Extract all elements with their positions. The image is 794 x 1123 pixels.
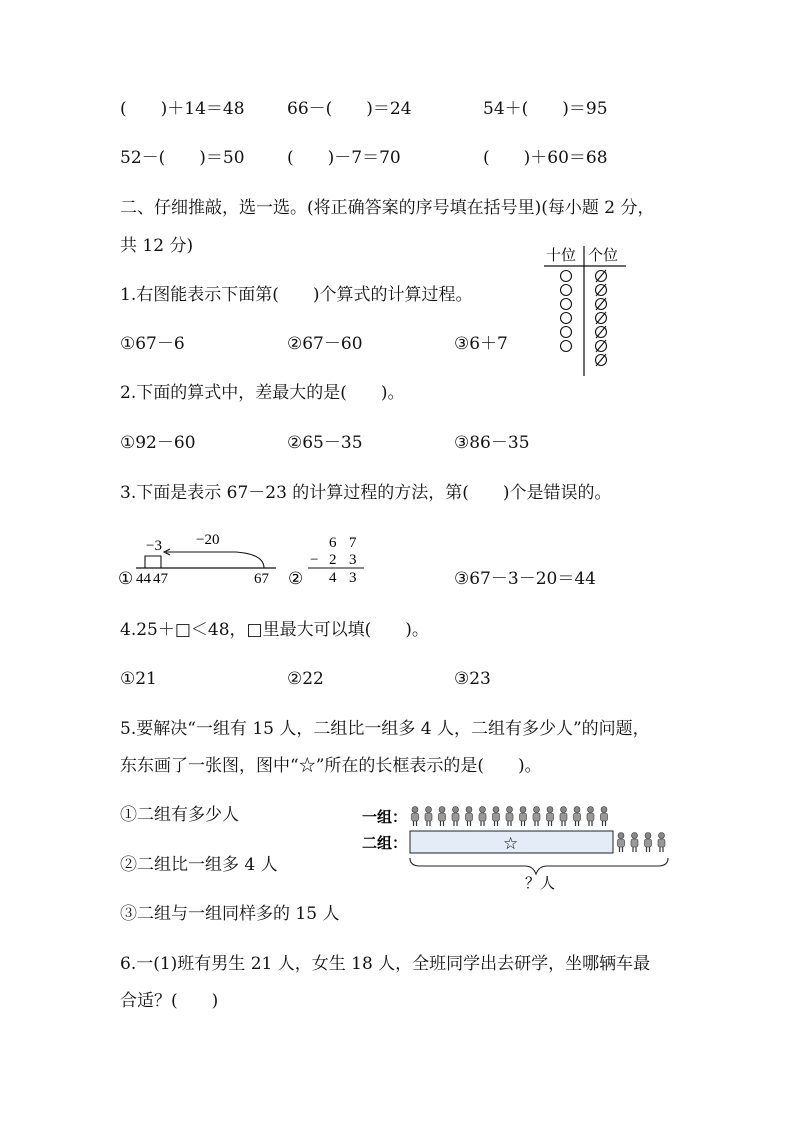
q3-option-1-marker: ① bbox=[118, 569, 134, 588]
vs-minus: − bbox=[310, 552, 319, 568]
vs-top-tens: 6 bbox=[329, 535, 337, 551]
blank-eq-3: 54＋( )＝95 bbox=[483, 99, 608, 119]
tens-beads bbox=[561, 271, 572, 352]
section-2-header-cont: 共 12 分) bbox=[120, 236, 194, 256]
person-icon bbox=[574, 807, 581, 827]
person-icon bbox=[645, 833, 652, 853]
q5-option-3: ③二组与一组同样多的 15 人 bbox=[120, 904, 340, 924]
person-icon bbox=[493, 807, 500, 827]
blank-eq-2: 66－( )＝24 bbox=[287, 99, 412, 119]
place-value-chart bbox=[540, 240, 630, 380]
q4-stem: 4.25＋□＜48，□里最大可以填( )。 bbox=[120, 620, 429, 640]
q5-option-2: ②二组比一组多 4 人 bbox=[120, 855, 278, 875]
q4-option-3: ③23 bbox=[454, 669, 491, 689]
q1-stem: 1.右图能表示下面第( )个算式的计算过程。 bbox=[120, 285, 473, 305]
section-2-header: 二、仔细推敲，选一选。(将正确答案的序号填在括号里)(每小题 2 分， bbox=[120, 198, 655, 218]
person-icon bbox=[618, 833, 625, 853]
person-icon bbox=[560, 807, 567, 827]
group-comparison-diagram bbox=[360, 800, 675, 890]
person-icon bbox=[631, 833, 638, 853]
nl-47: 47 bbox=[153, 571, 168, 587]
q5-stem: 5.要解决“一组有 15 人，二组比一组多 4 人，二组有多少人”的问题， bbox=[120, 719, 650, 739]
person-icon bbox=[520, 807, 527, 827]
blank-eq-1: ( )＋14＝48 bbox=[120, 99, 245, 119]
q2-option-3: ③86－35 bbox=[454, 433, 530, 453]
person-icon bbox=[425, 807, 432, 827]
tens-bead bbox=[561, 313, 572, 324]
person-icon bbox=[601, 807, 608, 827]
person-icon bbox=[452, 807, 459, 827]
person-icon bbox=[547, 807, 554, 827]
person-icon bbox=[439, 807, 446, 827]
tens-bead bbox=[561, 285, 572, 296]
tens-bead bbox=[561, 327, 572, 338]
tens-bead bbox=[561, 341, 572, 352]
q4-option-2: ②22 bbox=[287, 669, 324, 689]
vs-bottom-tens: 4 bbox=[329, 570, 337, 586]
tens-label: 十位 bbox=[546, 248, 577, 264]
q5-stem-cont: 东东画了一张图，图中“☆”所在的长框表示的是( )。 bbox=[120, 756, 542, 776]
group1-label: 一组： bbox=[362, 810, 408, 826]
q1-option-1: ①67－6 bbox=[120, 334, 185, 354]
q2-stem: 2.下面的算式中，差最大的是( )。 bbox=[120, 383, 405, 403]
q3-option-2-marker: ② bbox=[288, 569, 304, 588]
ones-beads bbox=[596, 270, 607, 366]
star-icon: ☆ bbox=[503, 834, 519, 853]
person-icon bbox=[412, 807, 419, 827]
nl-44: 44 bbox=[136, 571, 151, 587]
q4-option-1: ①21 bbox=[120, 669, 157, 689]
person-icon bbox=[466, 807, 473, 827]
nl-minus20: −20 bbox=[196, 532, 220, 548]
q1-option-3: ③6＋7 bbox=[454, 334, 508, 354]
tens-bead bbox=[561, 299, 572, 310]
person-icon bbox=[479, 807, 486, 827]
q2-option-2: ②65－35 bbox=[287, 433, 363, 453]
q3-number-line bbox=[116, 528, 286, 588]
nl-minus3: −3 bbox=[146, 538, 162, 554]
group2-extra-people bbox=[618, 833, 666, 853]
group1-people bbox=[412, 807, 608, 827]
q6-stem-cont: 合适？( ) bbox=[120, 991, 219, 1011]
vs-mid-tens: 2 bbox=[329, 552, 337, 568]
q5-option-1: ①二组有多少人 bbox=[120, 805, 239, 825]
blank-eq-4: 52－( )＝50 bbox=[120, 148, 245, 168]
vs-mid-ones: 3 bbox=[349, 552, 357, 568]
blank-eq-6: ( )＋60＝68 bbox=[483, 148, 608, 168]
brace-label: ？人 bbox=[525, 876, 556, 890]
q3-stem: 3.下面是表示 67－23 的计算过程的方法，第( )个是错误的。 bbox=[120, 483, 612, 503]
nl-67: 67 bbox=[254, 571, 269, 587]
person-icon bbox=[533, 807, 540, 827]
q6-stem: 6.一(1)班有男生 21 人，女生 18 人，全班同学出去研学，坐哪辆车最 bbox=[120, 954, 651, 974]
group2-label: 二组： bbox=[362, 836, 408, 852]
q3-option-3: ③67－3－20＝44 bbox=[454, 569, 596, 589]
tens-bead bbox=[561, 271, 572, 282]
person-icon bbox=[658, 833, 665, 853]
blank-eq-5: ( )－7＝70 bbox=[287, 148, 401, 168]
vs-top-ones: 7 bbox=[349, 535, 357, 551]
q2-option-1: ①92－60 bbox=[120, 433, 196, 453]
ones-label: 个位 bbox=[588, 248, 619, 264]
q1-option-2: ②67－60 bbox=[287, 334, 363, 354]
q3-vertical-subtraction bbox=[286, 528, 376, 588]
total-brace bbox=[410, 858, 668, 874]
person-icon bbox=[587, 807, 594, 827]
vs-bottom-ones: 3 bbox=[349, 570, 357, 586]
person-icon bbox=[506, 807, 513, 827]
